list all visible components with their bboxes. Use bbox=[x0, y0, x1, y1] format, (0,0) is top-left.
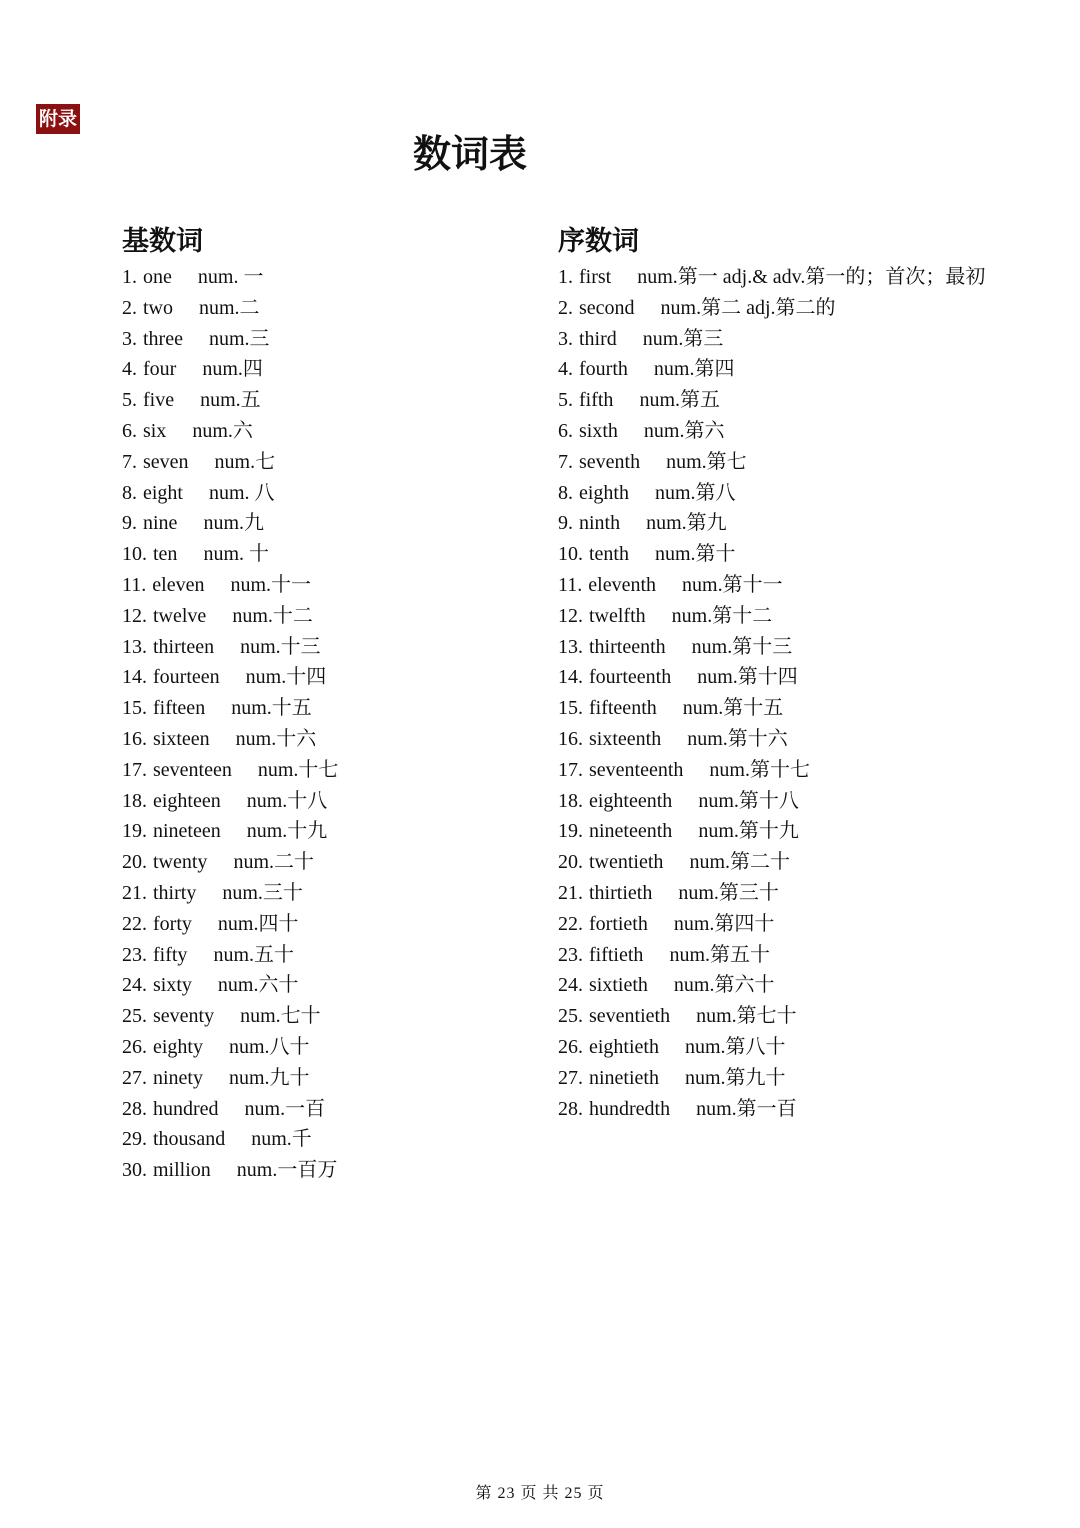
item-number: 10. bbox=[558, 543, 583, 566]
item-meaning: num.第六 bbox=[643, 419, 725, 442]
list-item bbox=[122, 1124, 532, 1155]
list-item bbox=[558, 1032, 1058, 1063]
list-item bbox=[558, 816, 1058, 847]
list-item bbox=[122, 354, 532, 385]
list-item bbox=[558, 385, 1058, 416]
item-word: eighteenth bbox=[589, 789, 673, 812]
item-number: 1. bbox=[558, 266, 573, 288]
item-meaning: num.四 bbox=[202, 358, 263, 381]
item-number: 9. bbox=[122, 512, 137, 535]
item-number: 4. bbox=[122, 358, 137, 381]
item-meaning: num. 十 bbox=[203, 543, 269, 566]
item-word: thousand bbox=[153, 1128, 226, 1151]
page-title: 数词表 bbox=[412, 132, 527, 176]
item-word: fifteen bbox=[153, 697, 206, 720]
item-word: nine bbox=[143, 512, 178, 535]
list-item bbox=[122, 755, 532, 786]
item-word: forty bbox=[153, 912, 192, 935]
list-item bbox=[558, 354, 1058, 385]
item-number: 2. bbox=[558, 296, 573, 319]
item-word: fifth bbox=[579, 389, 614, 412]
list-item bbox=[558, 293, 1058, 324]
item-meaning: num.一百万 bbox=[236, 1159, 338, 1182]
item-word: second bbox=[579, 296, 635, 319]
item-word: eighth bbox=[579, 481, 629, 504]
list-item bbox=[122, 447, 532, 478]
item-meaning: num.第一百 bbox=[696, 1097, 797, 1120]
cardinal-numbers-section bbox=[122, 222, 532, 1186]
item-number: 21. bbox=[558, 881, 583, 904]
item-meaning: num.十二 bbox=[232, 604, 313, 627]
item-word: ninety bbox=[153, 1066, 203, 1089]
item-number: 7. bbox=[558, 450, 573, 473]
item-word: third bbox=[579, 327, 617, 350]
list-item bbox=[558, 447, 1058, 478]
list-item bbox=[558, 262, 1058, 293]
item-meaning: num. 一 bbox=[197, 266, 264, 288]
item-word: seventy bbox=[153, 1005, 215, 1028]
ordinal-numbers-section bbox=[558, 222, 1058, 1124]
item-number: 19. bbox=[558, 820, 583, 843]
item-word: sixtieth bbox=[589, 974, 648, 997]
item-word: first bbox=[579, 266, 612, 288]
item-number: 8. bbox=[558, 481, 573, 504]
item-word: twenty bbox=[153, 851, 208, 874]
item-number: 5. bbox=[122, 389, 137, 412]
list-item bbox=[122, 539, 532, 570]
item-meaning: num.二十 bbox=[233, 851, 314, 874]
list-item bbox=[558, 601, 1058, 632]
item-word: ninth bbox=[579, 512, 621, 535]
item-number: 13. bbox=[122, 635, 147, 658]
item-word: thirty bbox=[153, 881, 197, 904]
list-item bbox=[122, 878, 532, 909]
item-meaning: num.十八 bbox=[246, 789, 328, 812]
list-item bbox=[122, 724, 532, 755]
item-meaning: num.第四十 bbox=[673, 912, 775, 935]
item-word: seventeenth bbox=[589, 758, 684, 781]
item-meaning: num.第九 bbox=[646, 512, 727, 535]
item-word: sixty bbox=[153, 974, 192, 997]
item-number: 15. bbox=[558, 697, 583, 720]
item-meaning: num.第五十 bbox=[669, 943, 770, 966]
list-item bbox=[122, 662, 532, 693]
item-meaning: num.六 bbox=[192, 419, 253, 442]
item-meaning: num.第八 bbox=[655, 481, 736, 504]
item-meaning: num.第五 bbox=[639, 389, 720, 412]
item-number: 25. bbox=[558, 1005, 583, 1028]
item-number: 25. bbox=[122, 1005, 147, 1028]
list-item bbox=[122, 1094, 532, 1125]
item-meaning: num.第十四 bbox=[697, 666, 798, 689]
item-number: 14. bbox=[122, 666, 147, 689]
item-number: 27. bbox=[122, 1066, 147, 1089]
item-meaning: num.八十 bbox=[229, 1035, 310, 1058]
item-word: eighty bbox=[153, 1035, 203, 1058]
item-word: hundred bbox=[153, 1097, 219, 1120]
item-word: fifty bbox=[153, 943, 188, 966]
list-item bbox=[122, 416, 532, 447]
item-meaning: num.九十 bbox=[229, 1066, 310, 1089]
item-word: six bbox=[143, 419, 167, 442]
item-word: fourteenth bbox=[589, 666, 672, 689]
item-number: 21. bbox=[122, 881, 147, 904]
item-number: 10. bbox=[122, 543, 147, 566]
item-meaning: num.第三 bbox=[642, 327, 724, 350]
list-item bbox=[122, 601, 532, 632]
list-item bbox=[122, 847, 532, 878]
list-item bbox=[558, 786, 1058, 817]
list-item bbox=[122, 1063, 532, 1094]
item-meaning: num.六十 bbox=[217, 974, 299, 997]
item-meaning: num.一百 bbox=[244, 1097, 326, 1120]
list-item bbox=[122, 324, 532, 355]
item-number: 9. bbox=[558, 512, 573, 535]
item-number: 2. bbox=[122, 296, 137, 319]
item-meaning: num.五 bbox=[200, 389, 261, 412]
item-number: 26. bbox=[558, 1035, 583, 1058]
item-meaning: num.十三 bbox=[240, 635, 321, 658]
item-meaning: num. 八 bbox=[209, 481, 275, 504]
list-item bbox=[122, 632, 532, 663]
item-meaning: num.第九十 bbox=[684, 1066, 786, 1089]
list-item bbox=[558, 1001, 1058, 1032]
item-word: sixteenth bbox=[589, 727, 662, 750]
item-meaning: num.第十五 bbox=[682, 697, 784, 720]
item-number: 29. bbox=[122, 1128, 147, 1151]
item-meaning: num.第八十 bbox=[684, 1035, 786, 1058]
item-number: 14. bbox=[558, 666, 583, 689]
item-word: million bbox=[153, 1159, 211, 1182]
item-number: 11. bbox=[122, 573, 147, 596]
item-word: fortieth bbox=[589, 912, 648, 935]
list-item bbox=[558, 847, 1058, 878]
item-word: fourth bbox=[579, 358, 628, 381]
item-number: 7. bbox=[122, 450, 137, 473]
item-number: 12. bbox=[558, 604, 583, 627]
item-word: eleven bbox=[152, 573, 205, 596]
item-meaning: num.第十七 bbox=[709, 758, 810, 781]
item-number: 6. bbox=[558, 419, 573, 442]
item-meaning: num.第十二 bbox=[671, 604, 773, 627]
item-number: 5. bbox=[558, 389, 573, 412]
item-number: 22. bbox=[122, 912, 147, 935]
item-meaning: num.三十 bbox=[222, 881, 303, 904]
item-meaning: num.四十 bbox=[217, 912, 299, 935]
item-word: nineteenth bbox=[589, 820, 673, 843]
item-number: 15. bbox=[122, 697, 147, 720]
item-word: eightieth bbox=[589, 1035, 659, 1058]
item-meaning: num.第十一 bbox=[682, 573, 783, 596]
list-item bbox=[558, 1063, 1058, 1094]
item-number: 18. bbox=[122, 789, 147, 812]
item-number: 11. bbox=[558, 573, 583, 596]
item-meaning: num.第十六 bbox=[687, 727, 788, 750]
item-word: seven bbox=[143, 450, 189, 473]
item-number: 3. bbox=[122, 327, 137, 350]
item-number: 19. bbox=[122, 820, 147, 843]
item-word: eight bbox=[143, 481, 183, 504]
item-meaning: num.五十 bbox=[213, 943, 294, 966]
item-word: thirtieth bbox=[589, 881, 653, 904]
item-number: 30. bbox=[122, 1159, 147, 1182]
item-number: 18. bbox=[558, 789, 583, 812]
ordinal-heading: 序数词 bbox=[558, 226, 639, 257]
list-item bbox=[122, 693, 532, 724]
item-word: five bbox=[143, 389, 175, 412]
item-number: 28. bbox=[122, 1097, 147, 1120]
list-item bbox=[558, 324, 1058, 355]
list-item bbox=[558, 909, 1058, 940]
cardinal-heading: 基数词 bbox=[122, 226, 203, 257]
item-word: sixteen bbox=[153, 727, 210, 750]
item-word: thirteenth bbox=[589, 635, 666, 658]
list-item bbox=[122, 970, 532, 1001]
list-item bbox=[558, 693, 1058, 724]
list-item bbox=[122, 816, 532, 847]
item-word: two bbox=[143, 296, 173, 319]
item-word: three bbox=[143, 327, 183, 350]
list-item bbox=[558, 508, 1058, 539]
item-number: 8. bbox=[122, 481, 137, 504]
list-item bbox=[558, 970, 1058, 1001]
item-meaning: num.第七 bbox=[666, 450, 747, 473]
appendix-badge: 附录 bbox=[36, 104, 80, 134]
item-number: 26. bbox=[122, 1035, 147, 1058]
list-item bbox=[122, 508, 532, 539]
item-word: seventieth bbox=[589, 1005, 671, 1028]
item-word: seventh bbox=[579, 450, 641, 473]
item-word: four bbox=[143, 358, 177, 381]
list-item bbox=[122, 1001, 532, 1032]
item-number: 16. bbox=[558, 727, 583, 750]
item-word: eighteen bbox=[153, 789, 221, 812]
item-meaning: num.七 bbox=[214, 450, 276, 473]
list-item bbox=[558, 632, 1058, 663]
item-word: fourteen bbox=[153, 666, 220, 689]
item-number: 23. bbox=[122, 943, 147, 966]
list-item bbox=[558, 662, 1058, 693]
item-number: 4. bbox=[558, 358, 573, 381]
item-meaning: num.第二十 bbox=[689, 851, 790, 874]
item-word: ninetieth bbox=[589, 1066, 659, 1089]
item-meaning: num.第十三 bbox=[691, 635, 793, 658]
item-meaning: num.第十九 bbox=[698, 820, 799, 843]
item-meaning: num.十九 bbox=[246, 820, 328, 843]
list-item bbox=[122, 1155, 532, 1186]
item-number: 28. bbox=[558, 1097, 583, 1120]
item-word: sixth bbox=[579, 419, 618, 442]
item-number: 23. bbox=[558, 943, 583, 966]
item-meaning: num.九 bbox=[203, 512, 264, 535]
item-word: twelve bbox=[153, 604, 207, 627]
ordinal-list bbox=[558, 262, 1058, 1124]
list-item bbox=[558, 1094, 1058, 1125]
item-number: 17. bbox=[558, 758, 583, 781]
item-meaning: num.第一 adj.& adv.第一的；首次；最初 bbox=[637, 266, 986, 288]
item-word: fifteenth bbox=[589, 697, 657, 720]
item-meaning: num.第十八 bbox=[698, 789, 799, 812]
item-word: hundredth bbox=[589, 1097, 671, 1120]
item-word: tenth bbox=[589, 543, 629, 566]
item-number: 24. bbox=[122, 974, 147, 997]
item-word: one bbox=[143, 266, 172, 288]
item-word: fiftieth bbox=[589, 943, 644, 966]
item-word: eleventh bbox=[588, 573, 657, 596]
list-item bbox=[558, 755, 1058, 786]
item-meaning: num.第四 bbox=[653, 358, 735, 381]
list-item bbox=[558, 878, 1058, 909]
list-item bbox=[558, 724, 1058, 755]
item-meaning: num.第三十 bbox=[678, 881, 779, 904]
item-number: 20. bbox=[122, 851, 147, 874]
item-meaning: num.十四 bbox=[245, 666, 327, 689]
list-item bbox=[122, 1032, 532, 1063]
item-meaning: num.十七 bbox=[257, 758, 339, 781]
item-number: 12. bbox=[122, 604, 147, 627]
list-item bbox=[122, 786, 532, 817]
list-item bbox=[122, 909, 532, 940]
list-item bbox=[558, 416, 1058, 447]
item-meaning: num.十五 bbox=[231, 697, 312, 720]
list-item bbox=[122, 385, 532, 416]
item-number: 13. bbox=[558, 635, 583, 658]
item-word: seventeen bbox=[153, 758, 232, 781]
item-number: 27. bbox=[558, 1066, 583, 1089]
list-item bbox=[122, 940, 532, 971]
item-number: 20. bbox=[558, 851, 583, 874]
list-item bbox=[122, 570, 532, 601]
item-number: 6. bbox=[122, 419, 137, 442]
item-meaning: num.二 bbox=[199, 296, 260, 319]
item-meaning: num.十一 bbox=[230, 573, 312, 596]
item-number: 24. bbox=[558, 974, 583, 997]
list-item bbox=[558, 570, 1058, 601]
item-number: 3. bbox=[558, 327, 573, 350]
item-meaning: num.三 bbox=[208, 327, 270, 350]
item-meaning: num.十六 bbox=[235, 727, 317, 750]
item-number: 16. bbox=[122, 727, 147, 750]
item-meaning: num.千 bbox=[251, 1128, 312, 1151]
page-footer: 第 23 页 共 25 页 bbox=[475, 1485, 605, 1502]
item-word: thirteen bbox=[153, 635, 215, 658]
list-item bbox=[122, 293, 532, 324]
item-number: 17. bbox=[122, 758, 147, 781]
item-meaning: num.第二 adj.第二的 bbox=[660, 296, 836, 319]
item-word: twentieth bbox=[589, 851, 664, 874]
item-word: ten bbox=[153, 543, 178, 566]
item-word: twelfth bbox=[589, 604, 646, 627]
cardinal-list bbox=[122, 262, 532, 1186]
item-meaning: num.七十 bbox=[240, 1005, 321, 1028]
item-meaning: num.第七十 bbox=[696, 1005, 797, 1028]
list-item bbox=[122, 262, 532, 293]
list-item bbox=[558, 539, 1058, 570]
item-meaning: num.第六十 bbox=[673, 974, 775, 997]
item-meaning: num.第十 bbox=[655, 543, 736, 566]
item-number: 22. bbox=[558, 912, 583, 935]
list-item bbox=[122, 478, 532, 509]
list-item bbox=[558, 940, 1058, 971]
list-item bbox=[558, 478, 1058, 509]
item-number: 1. bbox=[122, 266, 137, 288]
item-word: nineteen bbox=[153, 820, 221, 843]
